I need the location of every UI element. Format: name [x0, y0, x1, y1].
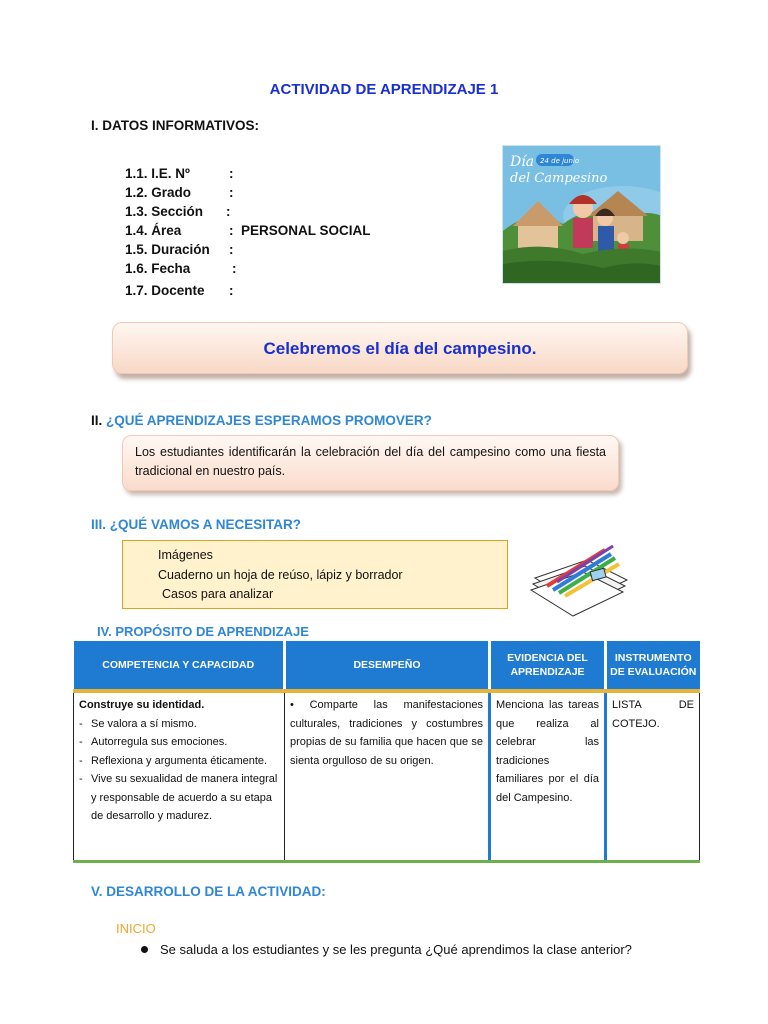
photo-title-line2: del Campesino: [510, 171, 608, 186]
column-header-evidencia: EVIDENCIA DEL APRENDIZAJE: [490, 641, 606, 691]
info-row: [125, 166, 525, 181]
evidencia-cell: Menciona las tareas que realiza al celebrar las tradiciones familiares por el día del Campesino.: [490, 691, 606, 861]
campesino-illustration: [503, 146, 661, 284]
material-item: Imágenes: [158, 548, 213, 562]
photo-date-badge: 24 de junio: [540, 157, 580, 165]
info-label: 1.7. Docente: [125, 283, 205, 298]
proposito-table: [73, 641, 700, 863]
info-label: 1.1. I.E. Nº: [125, 166, 190, 181]
info-label: 1.3. Sección: [125, 204, 204, 219]
section-proposito-heading: IV. PROPÓSITO DE APRENDIZAJE: [97, 624, 309, 639]
dia-del-campesino-image: [502, 145, 661, 284]
info-row: [125, 185, 525, 200]
info-colon: :: [229, 185, 234, 200]
info-label: 1.5. Duración: [125, 242, 210, 257]
inicio-bullet: [141, 942, 632, 957]
info-colon: :: [229, 242, 234, 257]
section-aprendizajes-title: ¿QUÉ APRENDIZAJES ESPERAMOS PROMOVER?: [106, 413, 432, 428]
competencia-title: Construye su identidad.: [79, 699, 205, 711]
activity-title-banner: Celebremos el día del campesino.: [112, 322, 688, 374]
info-value: PERSONAL SOCIAL: [241, 223, 371, 238]
info-colon: :: [226, 204, 231, 219]
capacidad-item: - Autorregula sus emociones.: [79, 733, 279, 752]
capacidad-item: - Se valora a sí mismo.: [79, 715, 279, 734]
competencia-cell: [74, 691, 285, 861]
info-colon: :: [232, 261, 237, 276]
page-title: ACTIVIDAD DE APRENDIZAJE 1: [269, 81, 499, 98]
aprendizajes-box: Los estudiantes identificarán la celebración del día del campesino como una fiesta tradicional en nuestro país.: [122, 435, 619, 491]
table-header-row: [74, 641, 700, 691]
inicio-bullet-text: Se saluda a los estudiantes y se les pregunta ¿Qué aprendimos la clase anterior?: [160, 942, 632, 957]
materials-box: [122, 540, 508, 609]
capacidad-item: - Reflexiona y argumenta éticamente.: [79, 752, 279, 771]
column-header-instrumento: INSTRUMENTO DE EVALUACIÓN: [606, 641, 700, 691]
info-row: [125, 204, 525, 219]
bullet-icon: [141, 946, 148, 953]
section-aprendizajes-number: II.: [91, 413, 103, 428]
info-row: [125, 283, 525, 298]
column-header-desempeno: DESEMPEÑO: [285, 641, 490, 691]
material-item: Casos para analizar: [162, 587, 274, 601]
info-label: 1.4. Área: [125, 223, 182, 238]
info-row: [125, 261, 525, 276]
capacidades-list: [79, 715, 279, 826]
section-necesitar-heading: III. ¿QUÉ VAMOS A NECESITAR?: [91, 517, 302, 532]
info-label: 1.6. Fecha: [125, 261, 191, 276]
school-supplies-icon: [527, 538, 631, 618]
photo-title-line1: Día: [510, 154, 535, 170]
info-colon: :: [229, 166, 234, 181]
info-row: [125, 223, 525, 238]
section-aprendizajes-heading: [91, 413, 432, 428]
info-colon: :: [229, 223, 234, 238]
desempeno-cell: • Comparte las manifestaciones culturales, tradiciones y costumbres propias de su familia que hacen que se sienta orgulloso de su origen.: [285, 691, 490, 861]
section-desarrollo-heading: V. DESARROLLO DE LA ACTIVIDAD:: [91, 884, 326, 899]
info-label: 1.2. Grado: [125, 185, 192, 200]
section-datos-informativos-heading: I. DATOS INFORMATIVOS:: [91, 118, 259, 133]
capacidad-item: - Vive su sexualidad de manera integral y responsable de acuerdo a su etapa de desarrollo y madurez.: [79, 770, 279, 826]
instrumento-cell: LISTA DE COTEJO.: [606, 691, 700, 861]
info-colon: :: [229, 283, 234, 298]
material-item: Cuaderno un hoja de reúso, lápiz y borrador: [158, 567, 403, 582]
info-row: [125, 242, 525, 257]
inicio-label: INICIO: [116, 921, 156, 936]
table-row: [74, 691, 700, 861]
column-header-competencia: COMPETENCIA Y CAPACIDAD: [74, 641, 285, 691]
